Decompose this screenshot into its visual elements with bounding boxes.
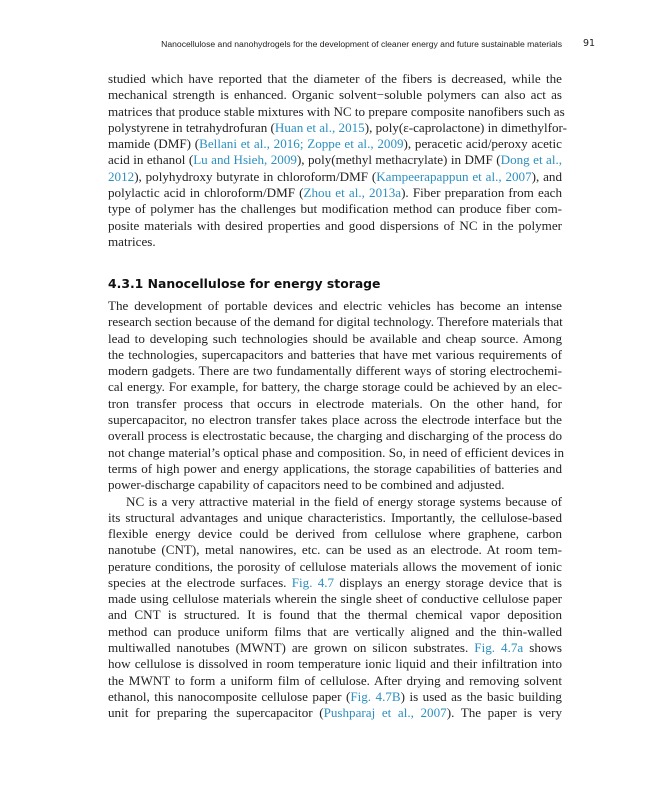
text-run: matrices that produce stable mixtures with NC to prepare composite nanofibers such as xyxy=(108,103,565,119)
paragraph-3 xyxy=(108,494,562,722)
citation-link[interactable]: Fig. 4.7 xyxy=(291,574,335,590)
citation-link[interactable]: 2012 xyxy=(108,168,135,184)
paragraph-2 xyxy=(108,298,565,493)
text-run: nanotube (CNT), metal nanowires, etc. can be used as an electrode. At room tem- xyxy=(108,542,562,558)
citation-link[interactable]: Kampeerapappun et al., 2007 xyxy=(376,168,532,184)
text-run: the MWNT to form a uniform film of cellulose. After drying and removing solvent xyxy=(108,672,562,688)
citation-link[interactable]: Lu and Hsieh, 2009 xyxy=(193,152,297,168)
text-run: multiwalled nanotubes (MWNT) are grown on silicon substrates. xyxy=(108,640,475,656)
text-line xyxy=(108,559,562,575)
text-line xyxy=(108,298,562,314)
text-line xyxy=(108,331,562,347)
text-line xyxy=(108,119,568,136)
text-line xyxy=(108,201,562,217)
text-line xyxy=(108,218,562,234)
citation-link[interactable]: Pushparaj et al., 2007 xyxy=(323,705,447,721)
text-line xyxy=(108,169,562,185)
page-number: 91 xyxy=(583,38,596,49)
text-line xyxy=(108,396,562,412)
text-line xyxy=(108,152,562,168)
text-line xyxy=(108,71,562,87)
text-line xyxy=(108,510,562,526)
citation-link[interactable]: Dong et al., xyxy=(500,152,563,168)
text-run: studied which have reported that the diameter of the fibers is decreased, while the xyxy=(108,71,562,86)
text-run: perature conditions, the porosity of cellulose materials allows the movement of ionic xyxy=(108,558,562,574)
text-run: lead to developing such technologies should be available and cheap source. Among xyxy=(108,330,562,346)
text-line xyxy=(108,607,562,623)
text-line xyxy=(108,379,562,395)
text-line xyxy=(108,591,562,607)
running-header: Nanocellulose and nanohydrogels for the development of cleaner energy and future sustainable materials xyxy=(161,39,562,49)
text-line xyxy=(108,363,562,379)
paragraph-1 xyxy=(108,71,568,250)
text-run: ethanol, this nanocomposite cellulose paper ( xyxy=(108,688,351,704)
text-line xyxy=(108,673,562,689)
text-line xyxy=(108,689,562,705)
text-line xyxy=(108,185,562,201)
text-run: The development of portable devices and electric vehicles has become an intense xyxy=(108,298,562,313)
text-line xyxy=(108,461,562,477)
text-run: research section because of the demand for digital technology. Therefore materials that xyxy=(108,314,563,330)
text-run: shows xyxy=(523,640,562,656)
text-run: species at the electrode surfaces. xyxy=(108,574,292,590)
text-run: ), poly(ε-caprolactone) in dimethylfor- xyxy=(364,119,568,135)
text-run: the technologies, supercapacitors and batteries that have met various requirements of xyxy=(108,346,562,362)
text-run: ), poly(methyl methacrylate) in DMF ( xyxy=(296,152,501,168)
text-run: and CNT is structured. It is found that the thermal chemical vapor deposition xyxy=(108,607,562,623)
text-line xyxy=(108,103,565,120)
text-line xyxy=(108,347,562,363)
text-run: polylactic acid in chloroform/DMF ( xyxy=(108,184,304,200)
text-run: ) is used as the basic building xyxy=(400,688,562,704)
text-line xyxy=(108,542,562,558)
text-line xyxy=(108,640,562,656)
text-line xyxy=(108,494,562,510)
section-heading: 4.3.1 Nanocellulose for energy storage xyxy=(108,276,381,291)
text-run: how cellulose is dissolved in room temperature ionic liquid and their infiltration into xyxy=(108,656,562,672)
text-run: posite materials with desired properties and good dispersions of NC in the polymer xyxy=(108,217,562,233)
text-line xyxy=(108,624,562,640)
text-run: ). The paper is very xyxy=(446,705,562,721)
text-run: power-discharge capability of capacitors need to be combined and adjusted. xyxy=(108,477,505,493)
text-run: ). Fiber preparation from each xyxy=(401,184,562,200)
citation-link[interactable]: Huan et al., 2015 xyxy=(274,119,365,135)
text-run: ), and xyxy=(531,168,562,184)
text-run: type of polymer has the challenges but modification method can produce fiber com- xyxy=(108,201,562,217)
text-run: tron transfer process that occurs in electrode materials. On the other hand, for xyxy=(108,395,562,411)
text-line xyxy=(108,477,562,493)
text-line xyxy=(108,87,562,103)
text-line xyxy=(108,412,562,428)
citation-link[interactable]: Fig. 4.7B xyxy=(350,688,401,704)
text-line xyxy=(108,136,562,152)
text-run: matrices. xyxy=(108,233,156,249)
text-run: modern gadgets. There are two fundamentally different ways of storing electrochemi- xyxy=(108,363,562,379)
text-line xyxy=(108,234,562,250)
text-run: ), peracetic acid/peroxy acetic xyxy=(403,136,562,152)
text-run: displays an energy storage device that is xyxy=(334,574,562,590)
text-run: ), polyhydroxy butyrate in chloroform/DMF ( xyxy=(134,168,377,184)
text-line xyxy=(108,314,562,330)
citation-link[interactable]: Zhou et al., 2013a xyxy=(303,184,402,200)
text-line xyxy=(108,705,562,721)
text-line xyxy=(108,656,562,672)
text-run: terms of high power and energy applications, the storage capabilities of batteries and xyxy=(108,460,562,476)
text-run: polystyrene in tetrahydrofuran ( xyxy=(108,119,275,135)
citation-link[interactable]: Bellani et al., 2016; Zoppe et al., 2009 xyxy=(199,136,404,152)
text-line xyxy=(108,526,562,542)
text-run: flexible energy device could be derived from cellulose where graphene, carbon xyxy=(108,526,562,542)
text-run: mamide (DMF) ( xyxy=(108,136,200,152)
text-run: made using cellulose materials wherein the single sheet of conductive cellulose paper xyxy=(108,591,562,607)
citation-link[interactable]: Fig. 4.7a xyxy=(474,640,524,656)
text-run: NC is a very attractive material in the field of energy storage systems because of xyxy=(126,493,562,509)
text-run: overall process is electrostatic because, the charging and discharging of the process do xyxy=(108,428,562,444)
text-run: its structural advantages and unique characteristics. Importantly, the cellulose-based xyxy=(108,509,562,525)
text-run: acid in ethanol ( xyxy=(108,152,194,168)
text-line xyxy=(108,428,562,444)
text-line xyxy=(108,575,562,591)
text-run: cal energy. For example, for battery, the charge storage could be achieved by an elec- xyxy=(108,379,562,395)
text-line xyxy=(108,444,565,461)
text-run: supercapacitor, no electron transfer takes place across the electrode interface but the xyxy=(108,411,562,427)
text-run: mechanical strength is enhanced. Organic solvent−soluble polymers can also act as xyxy=(108,87,562,103)
text-run: unit for preparing the supercapacitor ( xyxy=(108,705,324,721)
text-run: not change material’s optical phase and composition. So, in need of efficient devices in xyxy=(108,444,565,460)
text-run: method can produce uniform films that are vertically aligned and the thin-walled xyxy=(108,623,562,639)
